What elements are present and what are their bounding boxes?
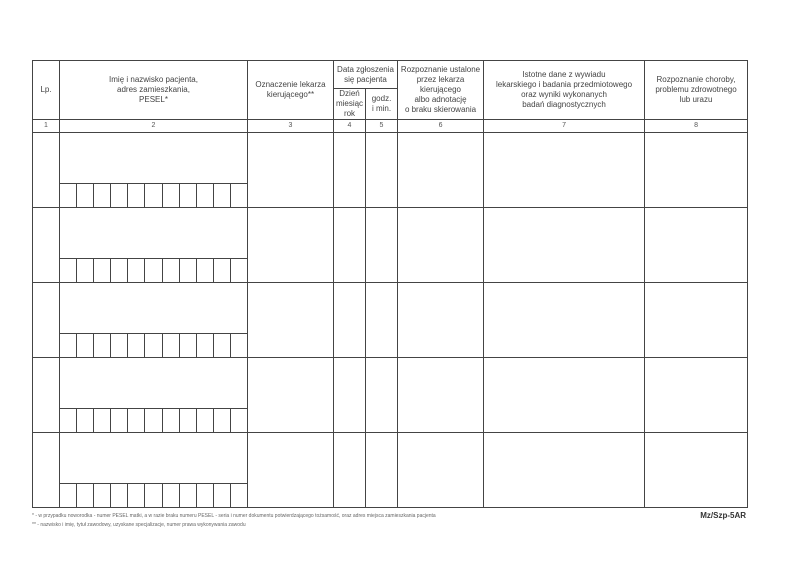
pesel-digit-box[interactable] (145, 184, 162, 207)
footnote-pesel: * - w przypadku noworodka - numer PESEL matki, a w razie braku numeru PESEL - seria i numer dokumentu potwierdzającego tożsamość, oraz adres miejsca zamieszkania pacjenta (32, 513, 436, 519)
pesel-boxes[interactable] (60, 408, 247, 432)
pesel-digit-box[interactable] (197, 184, 214, 207)
column-number: 1 (33, 120, 60, 133)
header-interview: Istotne dane z wywiadu lekarskiego i badania przedmiotowego oraz wyniki wykonanych badań diagnostycznych (484, 61, 645, 120)
pesel-digit-box[interactable] (128, 484, 145, 507)
entry-cell[interactable] (334, 283, 366, 358)
pesel-digit-box[interactable] (128, 334, 145, 357)
table-row (33, 208, 748, 283)
patient-entry-cell[interactable] (60, 358, 248, 433)
pesel-digit-box[interactable] (214, 259, 231, 282)
pesel-digit-box[interactable] (111, 484, 128, 507)
entry-cell[interactable] (334, 358, 366, 433)
patient-entry-cell[interactable] (60, 283, 248, 358)
entry-cell[interactable] (398, 133, 484, 208)
header-day: Dzień miesiąc rok (334, 89, 366, 120)
entry-cell[interactable] (645, 208, 748, 283)
pesel-digit-box[interactable] (163, 184, 180, 207)
entry-cell[interactable] (484, 208, 645, 283)
patient-register-table (32, 60, 748, 508)
pesel-digit-box[interactable] (94, 484, 111, 507)
pesel-digit-box[interactable] (214, 409, 231, 432)
pesel-digit-box[interactable] (111, 409, 128, 432)
pesel-digit-box[interactable] (163, 484, 180, 507)
entry-cell[interactable] (248, 433, 334, 508)
pesel-digit-box[interactable] (111, 184, 128, 207)
entry-cell[interactable] (33, 208, 60, 283)
pesel-digit-box[interactable] (60, 484, 77, 507)
pesel-digit-box[interactable] (94, 334, 111, 357)
column-number-row (33, 120, 748, 133)
entry-cell[interactable] (484, 358, 645, 433)
pesel-digit-box[interactable] (163, 259, 180, 282)
entry-cell[interactable] (366, 283, 398, 358)
pesel-boxes[interactable] (60, 333, 247, 357)
pesel-digit-box[interactable] (214, 334, 231, 357)
pesel-digit-box[interactable] (94, 184, 111, 207)
footnotes (32, 512, 652, 530)
pesel-digit-box[interactable] (197, 484, 214, 507)
header-time: godz. i min. (366, 89, 398, 120)
pesel-digit-box[interactable] (111, 334, 128, 357)
patient-entry-cell[interactable] (60, 433, 248, 508)
entry-cell[interactable] (248, 208, 334, 283)
pesel-digit-box[interactable] (77, 484, 94, 507)
pesel-digit-box[interactable] (197, 334, 214, 357)
column-number: 7 (484, 120, 645, 133)
entry-cell[interactable] (248, 133, 334, 208)
table-row (33, 133, 748, 208)
form-code: Mz/Szp-5AR (700, 511, 746, 520)
column-number: 8 (645, 120, 748, 133)
pesel-digit-box[interactable] (94, 259, 111, 282)
column-number: 2 (60, 120, 248, 133)
entry-cell[interactable] (484, 283, 645, 358)
pesel-digit-box[interactable] (197, 259, 214, 282)
column-number: 6 (398, 120, 484, 133)
table-row (33, 358, 748, 433)
header-lp: Lp. (33, 61, 60, 120)
entry-cell[interactable] (398, 283, 484, 358)
pesel-digit-box[interactable] (180, 334, 197, 357)
entry-cell[interactable] (366, 208, 398, 283)
entry-cell[interactable] (645, 433, 748, 508)
pesel-digit-box[interactable] (180, 184, 197, 207)
pesel-digit-box[interactable] (145, 484, 162, 507)
entry-cell[interactable] (33, 358, 60, 433)
pesel-digit-box[interactable] (77, 409, 94, 432)
entry-cell[interactable] (645, 283, 748, 358)
pesel-digit-box[interactable] (214, 184, 231, 207)
pesel-digit-box[interactable] (231, 184, 247, 207)
patient-entry-cell[interactable] (60, 208, 248, 283)
patient-entry-cell[interactable] (60, 133, 248, 208)
pesel-digit-box[interactable] (231, 259, 247, 282)
header-patient: Imię i nazwisko pacjenta, adres zamieszkania, PESEL* (60, 61, 248, 120)
entry-cell[interactable] (334, 208, 366, 283)
column-number: 5 (366, 120, 398, 133)
entry-cell[interactable] (33, 283, 60, 358)
entry-cell[interactable] (366, 358, 398, 433)
pesel-digit-box[interactable] (163, 409, 180, 432)
pesel-boxes[interactable] (60, 183, 247, 207)
pesel-digit-box[interactable] (111, 259, 128, 282)
entry-cell[interactable] (334, 433, 366, 508)
pesel-digit-box[interactable] (214, 484, 231, 507)
pesel-digit-box[interactable] (180, 409, 197, 432)
entry-cell[interactable] (366, 133, 398, 208)
pesel-digit-box[interactable] (77, 334, 94, 357)
table-row (33, 433, 748, 508)
pesel-digit-box[interactable] (60, 409, 77, 432)
pesel-digit-box[interactable] (145, 259, 162, 282)
entry-cell[interactable] (248, 283, 334, 358)
pesel-digit-box[interactable] (231, 409, 247, 432)
table-row (33, 283, 748, 358)
pesel-boxes[interactable] (60, 258, 247, 282)
pesel-digit-box[interactable] (163, 334, 180, 357)
pesel-digit-box[interactable] (77, 259, 94, 282)
pesel-digit-box[interactable] (128, 259, 145, 282)
pesel-digit-box[interactable] (60, 184, 77, 207)
pesel-digit-box[interactable] (60, 334, 77, 357)
header-report-date: Data zgłoszenia się pacjenta (334, 61, 398, 89)
entry-cell[interactable] (33, 133, 60, 208)
entry-cell[interactable] (645, 358, 748, 433)
entry-cell[interactable] (366, 433, 398, 508)
pesel-digit-box[interactable] (94, 409, 111, 432)
column-number: 3 (248, 120, 334, 133)
pesel-boxes[interactable] (60, 483, 247, 507)
pesel-digit-box[interactable] (145, 334, 162, 357)
pesel-digit-box[interactable] (60, 259, 77, 282)
entry-cell[interactable] (33, 433, 60, 508)
header-diagnosis-referral: Rozpoznanie ustalone przez lekarza kierującego albo adnotację o braku skierowania (398, 61, 484, 120)
pesel-digit-box[interactable] (128, 409, 145, 432)
entry-cell[interactable] (398, 208, 484, 283)
entry-cell[interactable] (398, 358, 484, 433)
pesel-digit-box[interactable] (180, 484, 197, 507)
entry-cell[interactable] (334, 133, 366, 208)
entry-cell[interactable] (645, 133, 748, 208)
pesel-digit-box[interactable] (231, 484, 247, 507)
pesel-digit-box[interactable] (197, 409, 214, 432)
entry-cell[interactable] (484, 433, 645, 508)
pesel-digit-box[interactable] (180, 259, 197, 282)
column-number: 4 (334, 120, 366, 133)
entry-cell[interactable] (484, 133, 645, 208)
pesel-digit-box[interactable] (145, 409, 162, 432)
entry-cell[interactable] (398, 433, 484, 508)
footnote-doctor: ** - nazwisko i imię, tytuł zawodowy, uzyskane specjalizacje, numer prawa wykonywania zawodu (32, 522, 246, 528)
pesel-digit-box[interactable] (231, 334, 247, 357)
header-doctor: Oznaczenie lekarza kierującego** (248, 61, 334, 120)
pesel-digit-box[interactable] (77, 184, 94, 207)
pesel-digit-box[interactable] (128, 184, 145, 207)
entry-cell[interactable] (248, 358, 334, 433)
header-diagnosis: Rozpoznanie choroby, problemu zdrowotnego lub urazu (645, 61, 748, 120)
